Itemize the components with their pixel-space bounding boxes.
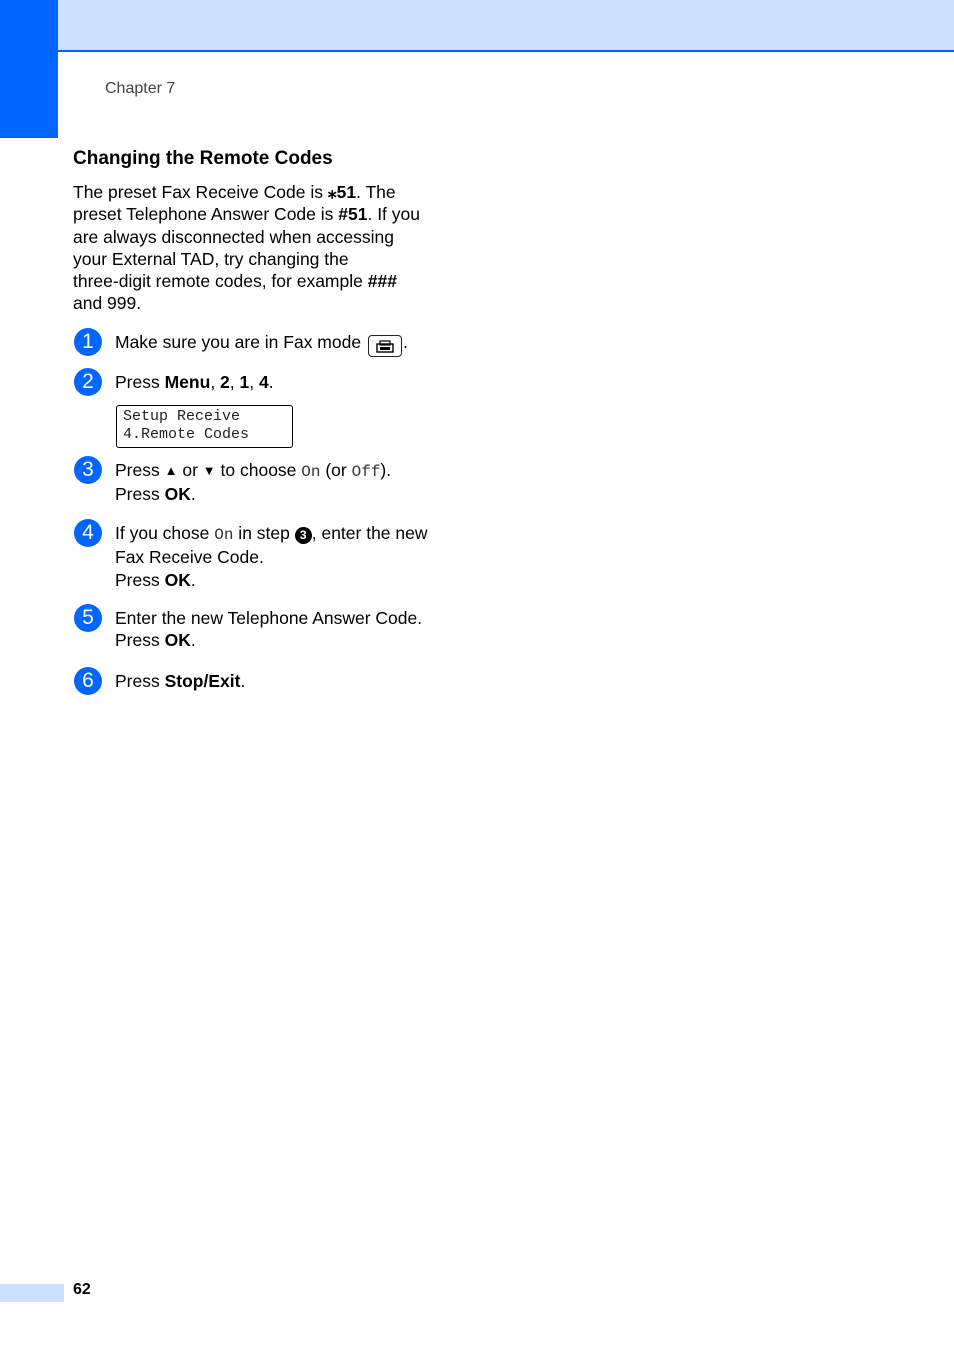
step-number: 5 [74, 604, 102, 632]
chapter-label: Chapter 7 [105, 80, 176, 97]
step-number: 6 [74, 667, 102, 695]
ok-key: OK [164, 630, 191, 651]
menu-key: Menu [164, 372, 211, 392]
step-number: 4 [74, 519, 102, 547]
lcd-line-1: Setup Receive [123, 408, 241, 425]
header-band [0, 0, 954, 52]
key-4: 4 [258, 372, 269, 392]
option-off: Off [351, 463, 381, 481]
footer-band [0, 1284, 64, 1302]
fax-icon [368, 335, 402, 357]
down-arrow-icon: ▼ [202, 463, 216, 478]
step-number: 1 [74, 328, 102, 356]
telephone-answer-code: #51 [338, 204, 368, 225]
step-number: 3 [74, 456, 102, 484]
step-number: 2 [74, 368, 102, 396]
up-arrow-icon: ▲ [164, 463, 178, 478]
option-on: On [214, 526, 234, 544]
chapter-tab-marker [0, 0, 58, 138]
lcd-display [116, 405, 293, 448]
page-number: 62 [73, 1281, 91, 1298]
intro-paragraph: The preset Fax Receive Code is ⁎51. The preset Telephone Answer Code is #51. If you are always disconnected when accessing your External TAD, try changing the three-digit remote codes, for example ### and 999. [73, 182, 420, 314]
key-2: 2 [220, 372, 230, 392]
example-code: ### [367, 271, 397, 292]
lcd-line-2: 4.Remote Codes [123, 426, 250, 443]
stop-exit-key: Stop/Exit [164, 671, 241, 691]
fax-receive-code: ⁎51 [327, 182, 357, 202]
ok-key: OK [164, 569, 191, 590]
step-reference: 3 [295, 527, 312, 544]
section-title: Changing the Remote Codes [73, 148, 333, 169]
option-on: On [301, 463, 321, 481]
key-1: 1 [239, 372, 250, 392]
ok-key: OK [164, 484, 191, 505]
